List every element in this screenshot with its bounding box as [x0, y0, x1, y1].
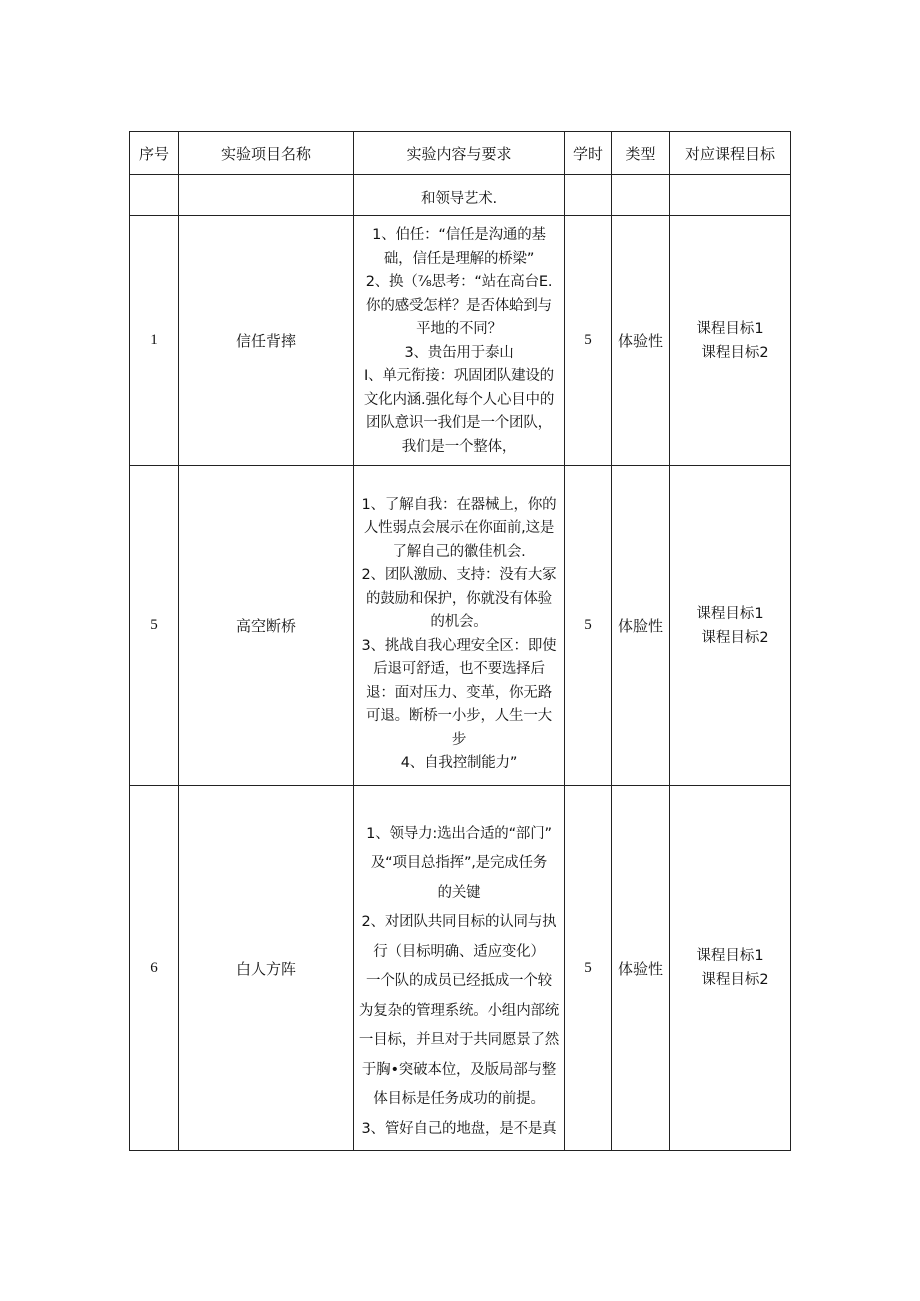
content-line: 1、领导力:选出合适的“部门”: [366, 825, 552, 842]
content-line: 一目标，并旦对于共同愿景了然: [358, 1032, 560, 1049]
row-project-name: 高空断桥: [179, 466, 354, 786]
row-project-name: [179, 175, 354, 216]
content-line: 了解自己的徽佳机会.: [392, 543, 526, 560]
content-line: 人性弱点会展示在你面前,这是: [363, 520, 555, 536]
content-line: 3、贵缶用于泰山: [404, 344, 514, 361]
content-line: 1、了解自我：在器械上，你的: [361, 496, 557, 513]
content-line: 的关键: [437, 884, 481, 901]
header-type: 类型: [612, 132, 670, 175]
content-line: 一个队的成员已经抵成一个较: [366, 973, 552, 990]
content-line: 2、团队激励、支持：没有大冢: [361, 567, 557, 583]
target-2: 课程目标2: [701, 972, 769, 988]
content-line: 4、自我控制能力”: [400, 755, 518, 771]
row-seq: 6: [130, 786, 179, 1151]
row-targets: [670, 786, 791, 1151]
content-line: 为复杂的管理系统。小组内部统: [358, 1002, 560, 1019]
content-line: 行（目标明确、适应变化）: [373, 943, 545, 960]
content-line: 后退可舒适，也不要选择后: [373, 661, 545, 677]
content-line: 的鼓励和保护，你就没有体验: [366, 590, 552, 607]
row-targets: [670, 216, 791, 466]
header-hours: 学时: [565, 132, 612, 175]
content-line: 的机会。: [430, 614, 488, 630]
row-project-name: 信任背摔: [179, 216, 354, 466]
content-line: 可退。断桥一小步，人生一大: [366, 708, 552, 724]
content-line: 础，信任是理解的桥梁”: [383, 250, 535, 267]
experiment-table: [129, 131, 791, 1151]
row-project-name: 白人方阵: [179, 786, 354, 1151]
row-seq: [130, 175, 179, 216]
target-1: 课程目标1: [696, 320, 764, 337]
content-line: 2、换（⅞思考：“站在高台E.: [365, 274, 553, 290]
row-hours: 5: [565, 786, 612, 1151]
table-header-row: [130, 132, 791, 175]
content-line: 1、伯任：“信任是沟通的基: [372, 227, 546, 243]
content-line: 你的感受怎样？是否体蛤到与: [366, 297, 552, 314]
row-content: [354, 216, 565, 466]
row-type: [612, 175, 670, 216]
row-content: [354, 786, 565, 1151]
content-line: 文化内涵.强化每个人心目中的: [363, 391, 555, 408]
content-line: 于胸•突破本位，及版局部与整: [361, 1061, 557, 1078]
content-line: 平地的不同？: [416, 321, 502, 337]
row-targets: [670, 466, 791, 786]
content-line: 退：面对压力、变革，你无路: [366, 684, 552, 701]
header-targets: 对应课程目标: [670, 132, 791, 175]
table-row: [130, 786, 791, 1151]
row-type: 体验性: [612, 786, 670, 1151]
target-2: 课程目标2: [701, 629, 769, 646]
content-line: 团队意识一我们是一个团队，: [366, 415, 552, 431]
row-targets: [670, 175, 791, 216]
content-line: 我们是一个整体，: [401, 438, 517, 455]
content-line: 体目标是任务成功的前提。: [373, 1091, 545, 1108]
row-content: [354, 466, 565, 786]
content-line: 及“项目总指挥”,是完成任务: [370, 855, 548, 872]
table-row: [130, 216, 791, 466]
target-2: 课程目标2: [701, 344, 769, 361]
row-seq: 5: [130, 466, 179, 786]
row-type: 体脸性: [612, 466, 670, 786]
content-line: 2、对团队共同目标的认同与执: [361, 914, 557, 931]
row-type: 体验性: [612, 216, 670, 466]
row-hours: [565, 175, 612, 216]
row-seq: 1: [130, 216, 179, 466]
content-line: 步: [451, 731, 467, 748]
content-line: 3、管好自己的地盘，是不是真: [361, 1120, 557, 1137]
table-row: [130, 175, 791, 216]
header-content: 实验内容与要求: [354, 132, 565, 175]
header-seq: 序号: [130, 132, 179, 175]
table-row: [130, 466, 791, 786]
target-1: 课程目标1: [696, 605, 764, 622]
header-project-name: 实验项目名称: [179, 132, 354, 175]
row-hours: 5: [565, 466, 612, 786]
content-line: 和领导艺术.: [421, 191, 497, 208]
row-hours: 5: [565, 216, 612, 466]
content-line: I、单元衔接：巩固团队建设的: [364, 368, 554, 384]
content-line: 3、挑战自我心理安全区：即使: [361, 637, 557, 654]
target-1: 课程目标1: [696, 948, 764, 964]
row-content: [354, 175, 565, 216]
